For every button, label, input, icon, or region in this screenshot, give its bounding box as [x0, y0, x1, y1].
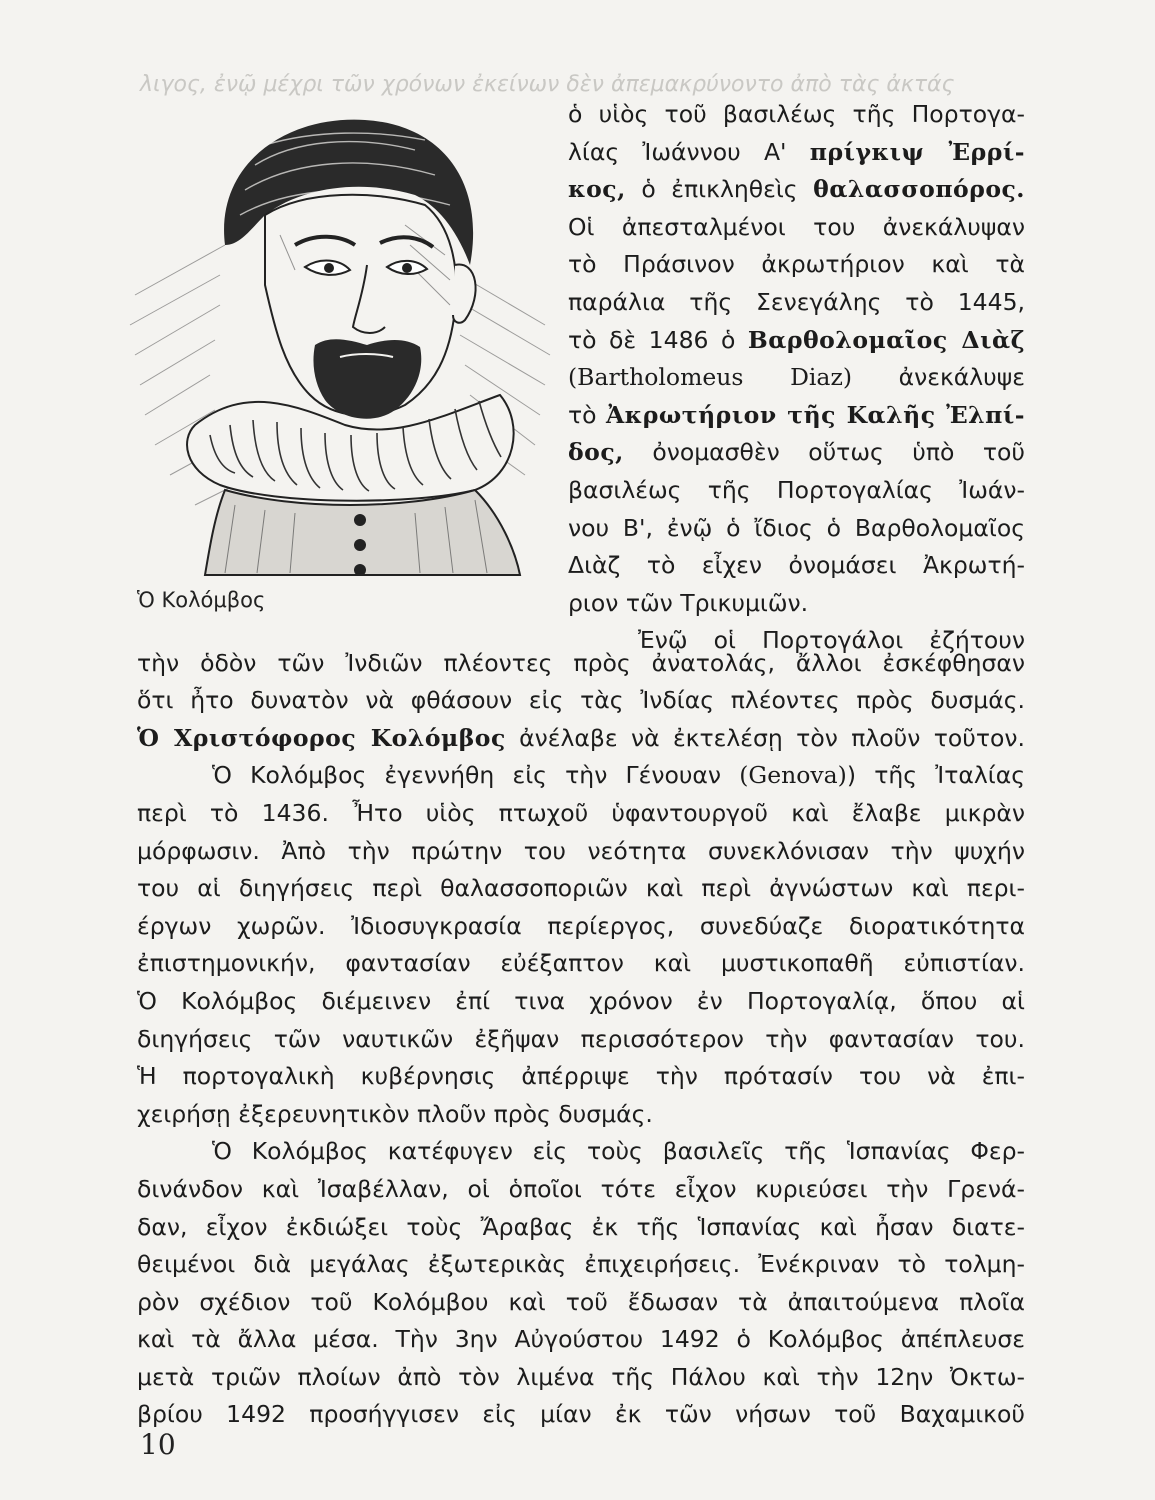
- bold-place: Ἀκρωτήριον τῆς Καλῆς Ἐλπί-: [605, 400, 1025, 429]
- bold-place: δος,: [568, 438, 624, 467]
- page-number: 10: [140, 1428, 176, 1461]
- text-line: περὶ τὸ 1436. Ἦτο υἱὸς πτωχοῦ ὑφαντουργοῦ καὶ ἔλαβε μικρὰν: [137, 798, 1025, 827]
- text-line: Ὁ Χριστόφορος Κολόμβος ἀνέλαβε νὰ ἐκτελέσῃ τὸν πλοῦν τοῦτον.: [137, 723, 1025, 752]
- text-line: καὶ τὰ ἄλλα μέσα. Τὴν 3ην Αὐγούστου 1492 ὁ Κολόμβος ἀπέπλευσε: [137, 1325, 1025, 1354]
- text-line: (Bartholomeus Diaz) ἀνεκάλυψε: [568, 363, 1025, 392]
- text-line: έργων χωρῶν. Ἰδιοσυγκρασία περίεργος, συνεδύαζε διορατικότητα: [137, 911, 1025, 940]
- text-line: κος, ὁ ἐπικληθεὶς θαλασσοπόρος.: [568, 175, 1025, 204]
- text-line: μετὰ τριῶν πλοίων ἀπὸ τὸν λιμένα τῆς Πάλου καὶ τὴν 12ην Ὀκτω-: [137, 1362, 1025, 1391]
- text-line: νου Β', ἐνῷ ὁ ἴδιος ὁ Βαρθολομαῖος: [568, 513, 1025, 542]
- portrait-caption: Ὁ Κολόμβος: [137, 588, 266, 612]
- text-line: τὸ Πράσινον ἀκρωτήριον καὶ τὰ: [568, 250, 1025, 279]
- text-line: θειμένοι διὰ μεγάλας ἐξωτερικὰς ἐπιχειρήσεις. Ἐνέκριναν τὸ τολμη-: [137, 1250, 1025, 1279]
- text-line: ὁ υἱὸς τοῦ βασιλέως τῆς Πορτογα-: [568, 100, 1025, 128]
- text-line: μόρφωσιν. Ἀπὸ τὴν πρώτην του νεότητα συνεκλόνισαν τὴν ψυχήν: [137, 836, 1025, 865]
- text-line: Οἱ ἀπεσταλμένοι του ἀνεκάλυψαν: [568, 212, 1025, 241]
- right-column-text: [568, 96, 1025, 660]
- text-line: Ἡ πορτογαλικὴ κυβέρνησις ἀπέρριψε τὴν πρότασίν του νὰ ἐπι-: [137, 1062, 1025, 1091]
- bold-name: κος,: [568, 175, 626, 204]
- text-line: ἐπιστημονικήν, φαντασίαν εὐέξαπτον καὶ μυστικοπαθῆ εὐπιστίαν.: [137, 949, 1025, 978]
- bold-name: Βαρθολομαῖος Διὰζ: [747, 325, 1025, 354]
- columbus-portrait-icon: [115, 95, 565, 585]
- text-line: Ὁ Κολόμβος ἐγεννήθη εἰς τὴν Γένουαν (Genova)) τῆς Ἰταλίας: [212, 761, 1025, 790]
- text-line: δαν, εἶχον ἐκδιώξει τοὺς Ἄραβας ἐκ τῆς Ἱσπανίας καὶ ἦσαν διατε-: [137, 1212, 1025, 1241]
- text-line: βασιλέως τῆς Πορτογαλίας Ἰωάν-: [568, 475, 1025, 504]
- text-line: τὴν ὁδὸν τῶν Ἰνδιῶν πλέοντες πρὸς ἀνατολάς, ἄλλοι ἐσκέφθησαν: [137, 648, 1025, 677]
- text-line: του αἱ διηγήσεις περὶ θαλασσοποριῶν καὶ περὶ ἀγνώστων καὶ περι-: [137, 874, 1025, 903]
- bleed-through-text: λιγος, ἐνῷ μέχρι τῶν χρόνων ἐκείνων δὲν ἀπεμακρύνοντο ἀπὸ τὰς ἀκτάς: [140, 72, 955, 97]
- full-width-text: [137, 607, 1025, 1434]
- text-line: Ὁ Κολόμβος διέμεινεν ἐπί τινα χρόνον ἐν Πορτογαλίᾳ, ὅπου αἱ: [137, 986, 1025, 1015]
- text-line: ὅτι ἦτο δυνατὸν νὰ φθάσουν εἰς τὰς Ἰνδίας πλέοντες πρὸς δυσμάς.: [137, 686, 1025, 715]
- text-line: Ὁ Κολόμβος κατέφυγεν εἰς τοὺς βασιλεῖς τῆς Ἱσπανίας Φερ-: [212, 1137, 1025, 1166]
- text-line: Ἐνῷ οἱ Πορτογάλοι ἐζήτουν: [638, 626, 1025, 655]
- text-line: λίας Ἰωάννου Α' πρίγκιψ Ἐρρί-: [568, 137, 1025, 166]
- text-line: χειρήσῃ ἐξερευνητικὸν πλοῦν πρὸς δυσμάς.: [137, 1099, 653, 1128]
- text-line: παράλια τῆς Σενεγάλης τὸ 1445,: [568, 287, 1025, 316]
- text-line: τὸ δὲ 1486 ὁ Βαρθολομαῖος Διὰζ: [568, 325, 1025, 354]
- text-line: Διὰζ τὸ εἶχεν ὀνομάσει Ἀκρωτή-: [568, 551, 1025, 580]
- text-line: τὸ Ἀκρωτήριον τῆς Καλῆς Ἐλπί-: [568, 400, 1025, 429]
- text-line: βρίου 1492 προσήγγισεν εἰς μίαν ἐκ τῶν νήσων τοῦ Βαχαμικοῦ: [137, 1400, 1025, 1429]
- text-line: διηγήσεις τῶν ναυτικῶν ἐξῆψαν περισσότερον τὴν φαντασίαν του.: [137, 1024, 1025, 1053]
- text-line: δινάνδον καὶ Ἰσαβέλλαν, οἱ ὁποῖοι τότε εἶχον κυριεύσει τὴν Γρενά-: [137, 1174, 1025, 1203]
- bold-name: πρίγκιψ Ἐρρί-: [809, 137, 1025, 166]
- text-line: ριον τῶν Τρικυμιῶν.: [568, 588, 809, 617]
- text-line: ρὸν σχέδιον τοῦ Κολόμβου καὶ τοῦ ἔδωσαν τὰ ἀπαιτούμενα πλοῖα: [137, 1287, 1025, 1316]
- bold-term: θαλασσοπόρος.: [813, 175, 1025, 204]
- bold-name: Ὁ Χριστόφορος Κολόμβος: [137, 723, 506, 752]
- text-line: δος, ὀνομασθὲν οὕτως ὑπὸ τοῦ: [568, 438, 1025, 467]
